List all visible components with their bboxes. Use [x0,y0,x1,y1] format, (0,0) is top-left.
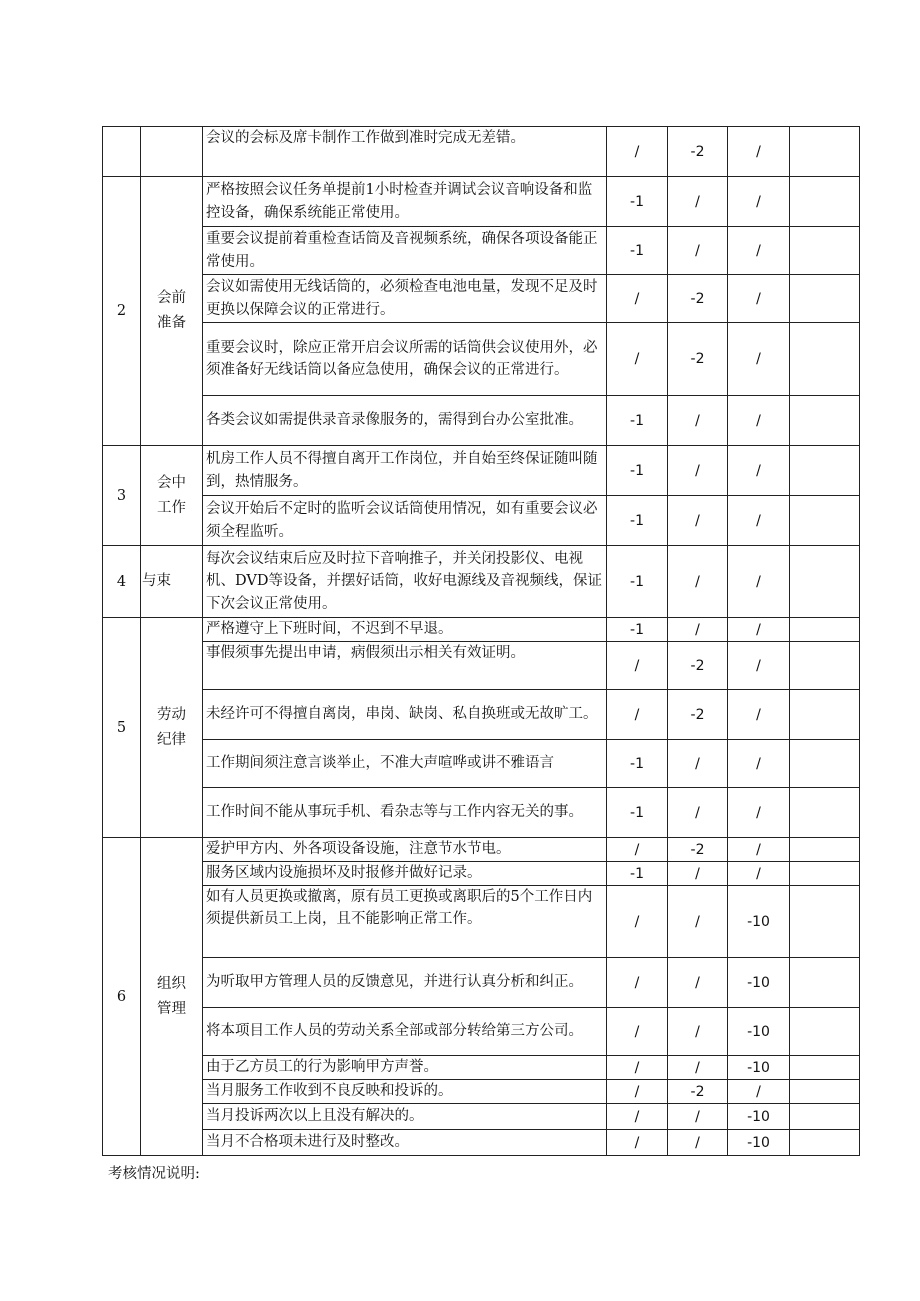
criterion-text: 事假须事先提出申请，病假须出示相关有效证明。 [203,642,607,690]
score-cell: -1 [607,496,668,546]
score-cell: / [607,1130,668,1156]
score-cell: / [668,177,728,227]
score-cell: -2 [668,690,728,740]
score-cell: / [728,788,790,838]
criterion-text: 当月服务工作收到不良反映和投诉的。 [203,1080,607,1104]
criterion-text: 将本项目工作人员的劳动关系全部或部分转给第三方公司。 [203,1008,607,1056]
score-cell: / [607,1056,668,1080]
remarks-cell [790,1130,860,1156]
table-row [103,323,860,396]
score-cell: / [668,396,728,446]
criterion-text: 工作期间须注意言谈举止，不准大声喧哗或讲不雅语言 [203,740,607,788]
score-cell: / [728,275,790,323]
score-cell: / [607,958,668,1008]
table-row [103,1104,860,1130]
score-cell: -2 [668,1080,728,1104]
score-cell: / [607,275,668,323]
criterion-text: 机房工作人员不得擅自离开工作岗位，并自始至终保证随叫随到，热情服务。 [203,446,607,496]
score-cell: / [607,127,668,177]
score-cell: / [607,1080,668,1104]
remarks-cell [790,642,860,690]
score-cell: -1 [607,618,668,642]
table-row [103,1056,860,1080]
score-cell: / [728,1080,790,1104]
remarks-cell [790,496,860,546]
score-cell: / [607,642,668,690]
remarks-cell [790,1080,860,1104]
remarks-cell [790,788,860,838]
score-cell: / [728,127,790,177]
score-cell: / [728,227,790,275]
remarks-cell [790,838,860,862]
table-row [103,396,860,446]
score-cell: / [668,496,728,546]
score-cell: -10 [728,886,790,958]
criterion-text: 工作时间不能从事玩手机、看杂志等与工作内容无关的事。 [203,788,607,838]
criterion-text: 每次会议结束后应及时拉下音响推子，并关闭投影仪、电视机、DVD等设备，并摆好话筒，收好电源线及音视频线，保证下次会议正常使用。 [203,546,607,618]
score-cell: / [668,1056,728,1080]
table-row [103,1080,860,1104]
remarks-cell [790,323,860,396]
score-cell: / [607,1008,668,1056]
table-row [103,642,860,690]
score-cell: -10 [728,1008,790,1056]
score-cell: / [668,618,728,642]
table-row [103,446,860,496]
table-row [103,618,860,642]
category-label: 与束 [141,546,203,618]
remarks-cell [790,546,860,618]
table-row [103,862,860,886]
score-cell: -10 [728,1056,790,1080]
category-cell [141,127,203,177]
score-cell: -10 [728,958,790,1008]
remarks-cell [790,618,860,642]
criterion-text: 重要会议时，除应正常开启会议所需的话筒供会议使用外，必须准备好无线话筒以备应急使用，确保会议的正常进行。 [203,323,607,396]
table-row [103,177,860,227]
item-number: 3 [103,446,141,546]
remarks-cell [790,227,860,275]
criterion-text: 严格按照会议任务单提前1小时检查并调试会议音响设备和监控设备，确保系统能正常使用。 [203,177,607,227]
score-cell: / [607,838,668,862]
table-row [103,788,860,838]
score-cell: / [728,690,790,740]
table-row [103,1130,860,1156]
table-row [103,886,860,958]
score-cell: / [607,323,668,396]
category-label: 会中工作 [141,446,203,546]
score-cell: / [607,1104,668,1130]
remarks-cell [790,862,860,886]
criterion-text: 如有人员更换或撤离，原有员工更换或离职后的5个工作日内须提供新员工上岗，且不能影响正常工作。 [203,886,607,958]
remarks-cell [790,177,860,227]
score-cell: / [668,740,728,788]
remarks-cell [790,396,860,446]
remarks-cell [790,1056,860,1080]
criterion-text: 会议的会标及席卡制作工作做到准时完成无差错。 [203,127,607,177]
item-number: 4 [103,546,141,618]
table-row [103,275,860,323]
score-cell: / [668,446,728,496]
score-cell: -2 [668,323,728,396]
score-cell: -10 [728,1130,790,1156]
table-row [103,127,860,177]
score-cell: / [728,446,790,496]
table-row [103,690,860,740]
score-cell: / [668,227,728,275]
score-cell: -1 [607,177,668,227]
score-cell: / [728,396,790,446]
item-number: 6 [103,838,141,1156]
score-cell: -1 [607,227,668,275]
assessment-notes-label: 考核情况说明: [108,1166,200,1182]
assessment-table [102,126,860,1156]
table-row [103,1008,860,1056]
category-label: 劳动纪律 [141,618,203,838]
score-cell: / [728,177,790,227]
criterion-text: 会议如需使用无线话筒的，必须检查电池电量，发现不足及时更换以保障会议的正常进行。 [203,275,607,323]
score-cell: / [607,690,668,740]
remarks-cell [790,886,860,958]
remarks-cell [790,446,860,496]
criterion-text: 爱护甲方内、外各项设备设施，注意节水节电。 [203,838,607,862]
score-cell: / [668,862,728,886]
score-cell: -1 [607,788,668,838]
score-cell: / [728,618,790,642]
score-cell: / [728,838,790,862]
score-cell: / [668,1008,728,1056]
category-label: 组织管理 [141,838,203,1156]
remarks-cell [790,690,860,740]
score-cell: -10 [728,1104,790,1130]
score-cell: / [668,1130,728,1156]
score-cell: -2 [668,838,728,862]
item-number: 2 [103,177,141,446]
criterion-text: 未经许可不得擅自离岗，串岗、缺岗、私自换班或无故旷工。 [203,690,607,740]
item-number: 5 [103,618,141,838]
score-cell: / [728,546,790,618]
score-cell: / [668,886,728,958]
score-cell: / [728,496,790,546]
criterion-text: 重要会议提前着重检查话筒及音视频系统，确保各项设备能正常使用。 [203,227,607,275]
table-row [103,958,860,1008]
score-cell: -1 [607,862,668,886]
table-row [103,227,860,275]
criterion-text: 为听取甲方管理人员的反馈意见，并进行认真分析和纠正。 [203,958,607,1008]
item-number-cell [103,127,141,177]
category-label: 会前准备 [141,177,203,446]
table-row [103,546,860,618]
criterion-text: 严格遵守上下班时间，不迟到不早退。 [203,618,607,642]
criterion-text: 当月投诉两次以上且没有解决的。 [203,1104,607,1130]
remarks-cell [790,1104,860,1130]
score-cell: / [668,958,728,1008]
table-row [103,496,860,546]
remarks-cell [790,1008,860,1056]
criterion-text: 会议开始后不定时的监听会议话筒使用情况，如有重要会议必须全程监听。 [203,496,607,546]
score-cell: -1 [607,740,668,788]
score-cell: -2 [668,642,728,690]
criterion-text: 服务区域内设施损坏及时报修并做好记录。 [203,862,607,886]
score-cell: / [728,642,790,690]
table-row [103,740,860,788]
table-row [103,838,860,862]
remarks-cell [790,958,860,1008]
score-cell: -1 [607,546,668,618]
score-cell: -1 [607,396,668,446]
score-cell: / [668,546,728,618]
remarks-cell [790,275,860,323]
score-cell: / [607,886,668,958]
remarks-cell [790,740,860,788]
score-cell: / [668,788,728,838]
criterion-text: 各类会议如需提供录音录像服务的，需得到台办公室批准。 [203,396,607,446]
score-cell: / [728,323,790,396]
score-cell: / [728,740,790,788]
score-cell: / [668,1104,728,1130]
criterion-text: 当月不合格项未进行及时整改。 [203,1130,607,1156]
criterion-text: 由于乙方员工的行为影响甲方声誉。 [203,1056,607,1080]
score-cell: -1 [607,446,668,496]
score-cell: -2 [668,275,728,323]
score-cell: -2 [668,127,728,177]
score-cell: / [728,862,790,886]
remarks-cell [790,127,860,177]
